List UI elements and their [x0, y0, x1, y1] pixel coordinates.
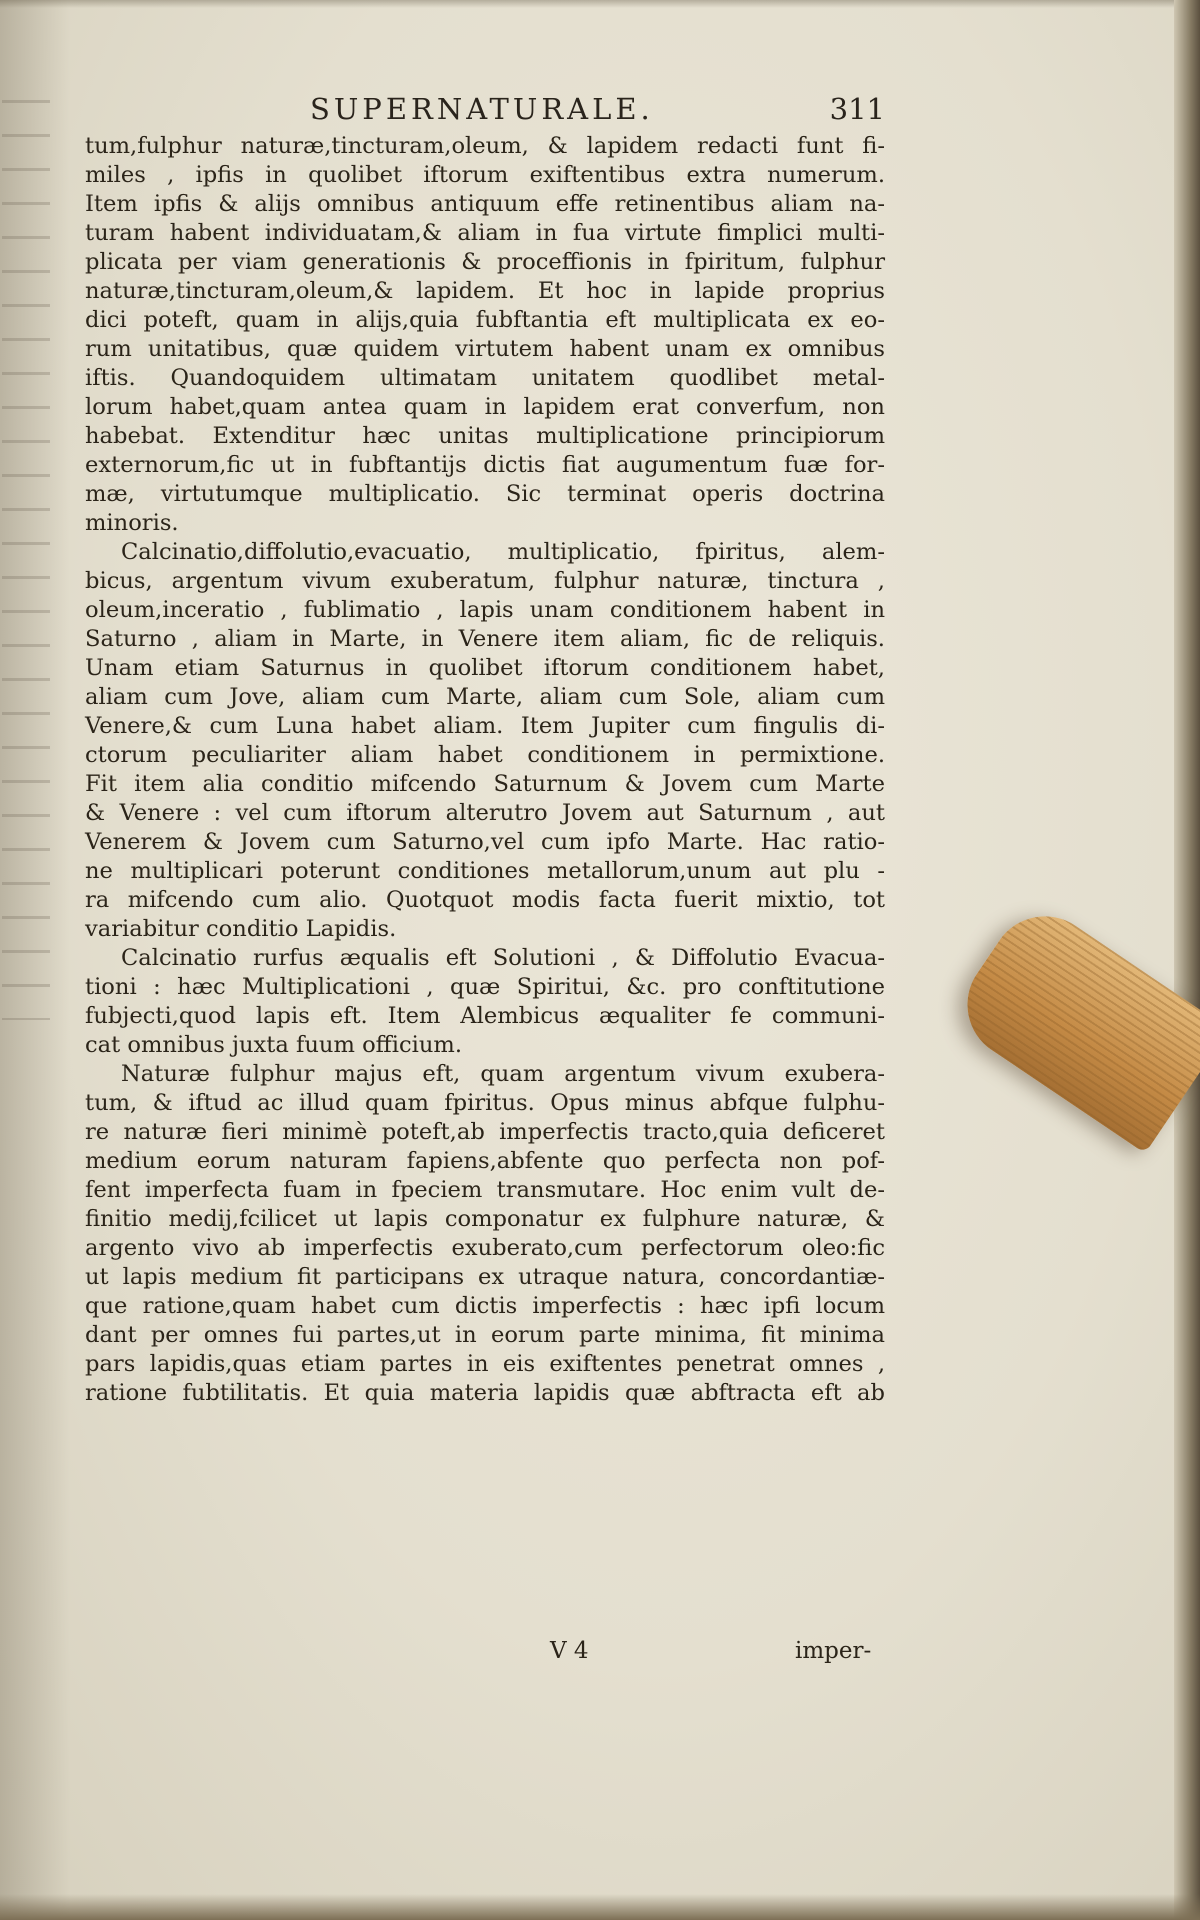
- text-line: ra mifcendo cum alio. Quotquot modis facta fuerit mixtio, tot: [85, 887, 885, 913]
- text-line: finitio medij,fcilicet ut lapis componatur ex fulphure naturæ, &: [85, 1206, 885, 1232]
- text-line: naturæ,tincturam,oleum,& lapidem. Et hoc in lapide proprius: [85, 278, 885, 304]
- text-line: Calcinatio rurfus æqualis eft Solutioni , & Diffolutio Evacua-: [121, 945, 885, 971]
- ink-bleed-margin: [2, 100, 50, 1020]
- text-line: tum, & iftud ac illud quam fpiritus. Opus minus abfque fulphu-: [85, 1090, 885, 1116]
- text-line: minoris.: [85, 510, 179, 536]
- text-line: fubjecti,quod lapis eft. Item Alembicus æqualiter fe communi-: [85, 1003, 885, 1029]
- text-line: tum,fulphur naturæ,tincturam,oleum, & lapidem redacti funt fi-: [85, 133, 885, 159]
- text-line: re naturæ fieri minimè poteft,ab imperfectis tracto,quia deficeret: [85, 1119, 885, 1145]
- top-page-edge: [0, 0, 1200, 8]
- text-line: bicus, argentum vivum exuberatum, fulphur naturæ, tinctura ,: [85, 568, 885, 594]
- body-text: [85, 132, 885, 1408]
- text-line: plicata per viam generationis & proceffionis in fpiritum, fulphur: [85, 249, 885, 275]
- wooden-brush-object: [946, 895, 1200, 1154]
- text-line: & Venere : vel cum iftorum alterutro Jovem aut Saturnum , aut: [85, 800, 885, 826]
- text-line: Item ipfis & alijs omnibus antiquum effe retinentibus aliam na-: [85, 191, 885, 217]
- text-line: argento vivo ab imperfectis exuberato,cum perfectorum oleo:fic: [85, 1235, 885, 1261]
- signature-mark: V 4: [550, 1638, 589, 1664]
- text-line: tioni : hæc Multiplicationi , quæ Spiritui, &c. pro conftitutione: [85, 974, 885, 1000]
- right-page-edge: [1174, 0, 1200, 1920]
- text-line: dici poteft, quam in alijs,quia fubftantia eft multiplicata ex eo-: [85, 307, 885, 333]
- text-line: mæ, virtutumque multiplicatio. Sic terminat operis doctrina: [85, 481, 885, 507]
- text-line: Calcinatio,diffolutio,evacuatio, multiplicatio, fpiritus, alem-: [121, 539, 885, 565]
- text-line: Naturæ fulphur majus eft, quam argentum vivum exubera-: [121, 1061, 885, 1087]
- text-line: cat omnibus juxta fuum officium.: [85, 1032, 463, 1058]
- text-line: ctorum peculiariter aliam habet conditionem in permixtione.: [85, 742, 885, 768]
- text-line: Fit item alia conditio mifcendo Saturnum & Jovem cum Marte: [85, 771, 885, 797]
- running-head-title: SUPERNATURALE.: [310, 92, 654, 126]
- text-line: turam habent individuatam,& aliam in fua virtute fimplici multi-: [85, 220, 885, 246]
- page-number: 311: [829, 92, 885, 126]
- text-line: ut lapis medium fit participans ex utraque natura, concordantiæ-: [85, 1264, 885, 1290]
- text-line: aliam cum Jove, aliam cum Marte, aliam cum Sole, aliam cum: [85, 684, 885, 710]
- text-line: ratione fubtilitatis. Et quia materia lapidis quæ abftracta eft ab: [85, 1380, 885, 1406]
- text-line: variabitur conditio Lapidis.: [85, 916, 397, 942]
- text-line: fent imperfecta fuam in fpeciem transmutare. Hoc enim vult de-: [85, 1177, 885, 1203]
- running-head: [85, 92, 885, 132]
- text-line: rum unitatibus, quæ quidem virtutem habent unam ex omnibus: [85, 336, 885, 362]
- text-line: medium eorum naturam fapiens,abfente quo perfecta non pof-: [85, 1148, 885, 1174]
- text-line: ne multiplicari poterunt conditiones metallorum,unum aut plu -: [85, 858, 885, 884]
- text-line: Venere,& cum Luna habet aliam. Item Jupiter cum fingulis di-: [85, 713, 885, 739]
- text-line: que ratione,quam habet cum dictis imperfectis : hæc ipfi locum: [85, 1293, 885, 1319]
- text-line: oleum,inceratio , fublimatio , lapis unam conditionem habent in: [85, 597, 885, 623]
- text-line: miles , ipfis in quolibet iftorum exiftentibus extra numerum.: [85, 162, 885, 188]
- text-line: externorum,fic ut in fubftantijs dictis fiat augumentum fuæ for-: [85, 452, 885, 478]
- text-line: lorum habet,quam antea quam in lapidem erat converfum, non: [85, 394, 885, 420]
- text-line: pars lapidis,quas etiam partes in eis exiftentes penetrat omnes ,: [85, 1351, 885, 1377]
- text-line: Saturno , aliam in Marte, in Venere item aliam, fic de reliquis.: [85, 626, 885, 652]
- text-line: Unam etiam Saturnus in quolibet iftorum conditionem habet,: [85, 655, 885, 681]
- page-footer: [85, 1638, 885, 1670]
- text-line: dant per omnes fui partes,ut in eorum parte minima, fit minima: [85, 1322, 885, 1348]
- text-line: Venerem & Jovem cum Saturno,vel cum ipfo Marte. Hac ratio-: [85, 829, 885, 855]
- catchword: imper-: [795, 1638, 872, 1664]
- bottom-page-edge: [0, 1894, 1200, 1920]
- text-line: habebat. Extenditur hæc unitas multiplicatione principiorum: [85, 423, 885, 449]
- text-line: iftis. Quandoquidem ultimatam unitatem quodlibet metal-: [85, 365, 885, 391]
